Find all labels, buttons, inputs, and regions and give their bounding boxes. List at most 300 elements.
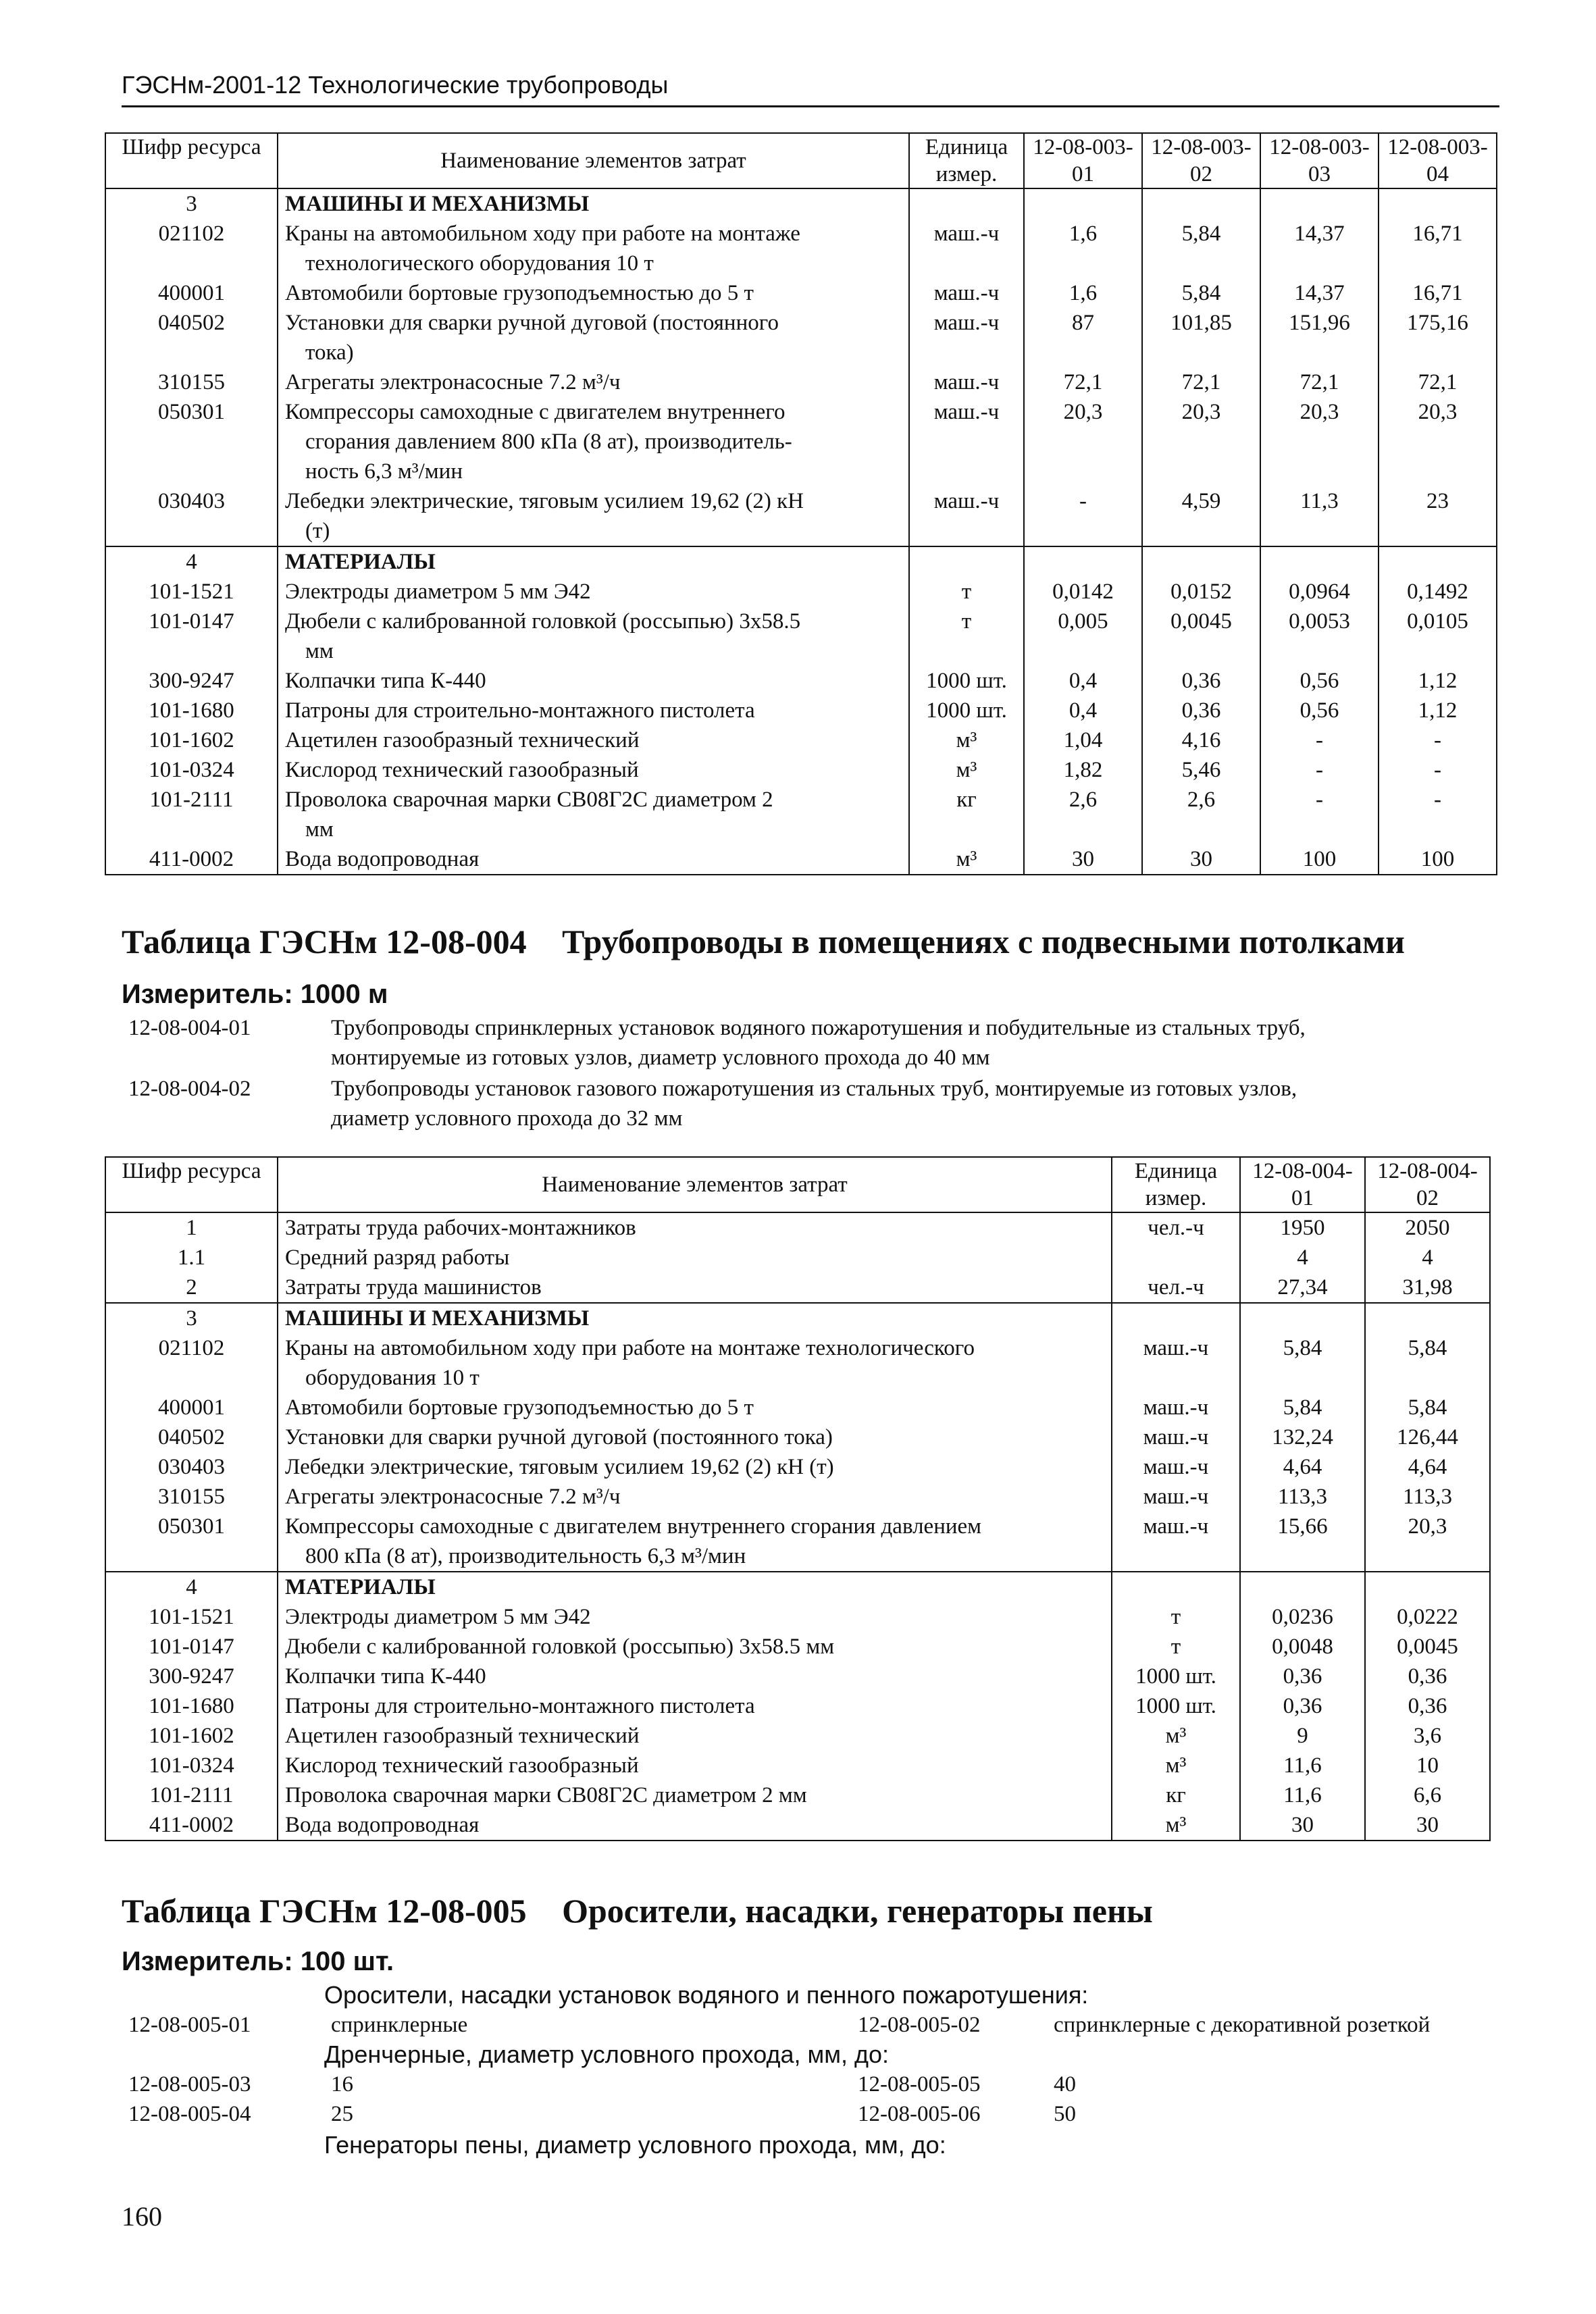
value-cell: - <box>1260 785 1379 844</box>
resource-code: 310155 <box>105 1482 278 1512</box>
resource-name <box>278 755 909 785</box>
value-cell: 31,98 <box>1365 1272 1490 1303</box>
value-cell: 4,59 <box>1142 486 1260 546</box>
value-cell: 27,34 <box>1240 1272 1365 1303</box>
value-cell: 4,64 <box>1365 1452 1490 1482</box>
value-cell: 0,005 <box>1024 607 1142 666</box>
unit-cell: маш.-ч <box>909 397 1024 486</box>
resource-name-line: Лебедки электрические, тяговым усилием 19,62 (2) кН <box>285 489 804 513</box>
unit-cell: маш.-ч <box>1112 1393 1240 1422</box>
unit-cell: маш.-ч <box>909 486 1024 546</box>
value-cell: 0,0152 <box>1142 577 1260 607</box>
value-cell: 72,1 <box>1024 367 1142 397</box>
value-cell: 16,71 <box>1379 278 1497 308</box>
section-title: МАТЕРИАЛЫ <box>278 546 909 577</box>
value-cell: - <box>1260 755 1379 785</box>
value-cell: 132,24 <box>1240 1422 1365 1452</box>
value-cell: 1950 <box>1240 1212 1365 1243</box>
variant-code: 12-08-005-04 <box>128 2102 251 2126</box>
resource-name-continuation: технологического оборудования 10 т <box>305 251 654 276</box>
resource-code: 030403 <box>105 1452 278 1482</box>
value-cell: 5,84 <box>1142 278 1260 308</box>
resource-name-line: Компрессоры самоходные с двигателем внутреннего сгорания давлением <box>285 1514 982 1539</box>
table-row <box>105 1333 1490 1393</box>
resource-code: 021102 <box>105 219 278 278</box>
table-title-12-08-005 <box>122 1891 1153 1930</box>
header-name: Наименование элементов затрат <box>278 133 909 188</box>
value-cell: 23 <box>1379 486 1497 546</box>
group-heading: Дренчерные, диаметр условного прохода, мм, до: <box>324 2040 890 2068</box>
unit-cell: чел.-ч <box>1112 1212 1240 1243</box>
value-cell <box>1365 1572 1490 1602</box>
value-cell: 30 <box>1240 1810 1365 1841</box>
value-cell: 1,04 <box>1024 725 1142 755</box>
group-heading: Генераторы пены, диаметр условного прохода, мм, до: <box>324 2131 946 2159</box>
section-row <box>105 1572 1490 1602</box>
resource-code: 101-2111 <box>105 1780 278 1810</box>
table-row <box>105 1482 1490 1512</box>
value-cell: 11,6 <box>1240 1780 1365 1810</box>
table-header-row <box>105 1157 1490 1212</box>
resource-name: Средний разряд работы <box>278 1243 1112 1272</box>
resource-name-line: Агрегаты электронасосные 7.2 м³/ч <box>285 1485 621 1509</box>
resource-code: 101-0147 <box>105 607 278 666</box>
measure-unit: Измеритель: 1000 м <box>122 979 388 1009</box>
header-col: 12-08-003-02 <box>1142 133 1260 188</box>
value-cell <box>1024 546 1142 577</box>
resource-name <box>278 577 909 607</box>
value-cell: 87 <box>1024 308 1142 367</box>
unit-cell: т <box>1112 1632 1240 1662</box>
value-cell: 1,12 <box>1379 666 1497 696</box>
resource-code: 050301 <box>105 397 278 486</box>
unit-cell: маш.-ч <box>1112 1512 1240 1572</box>
value-cell: 11,3 <box>1260 486 1379 546</box>
variant-description: 16 <box>331 2072 353 2097</box>
resource-name-continuation: ность 6,3 м³/мин <box>305 459 463 484</box>
resource-code: 101-0147 <box>105 1632 278 1662</box>
unit-cell: т <box>909 607 1024 666</box>
table-row <box>105 1691 1490 1721</box>
value-cell <box>1260 546 1379 577</box>
value-cell: 4,64 <box>1240 1452 1365 1482</box>
resource-name-line: Патроны для строительно-монтажного пистолета <box>285 1694 755 1718</box>
table-row <box>105 666 1497 696</box>
resource-name <box>278 696 909 725</box>
value-cell: 0,1492 <box>1379 577 1497 607</box>
resource-name <box>278 1751 1112 1780</box>
resource-code: 2 <box>105 1272 278 1303</box>
resource-code: 030403 <box>105 486 278 546</box>
value-cell: 3,6 <box>1365 1721 1490 1751</box>
resource-name <box>278 1512 1112 1572</box>
value-cell: 100 <box>1379 844 1497 875</box>
resource-name-line: Электроды диаметром 5 мм Э42 <box>285 1605 591 1629</box>
resource-name <box>278 367 909 397</box>
header-col: 12-08-003-04 <box>1379 133 1497 188</box>
value-cell: 0,56 <box>1260 666 1379 696</box>
value-cell: 0,0142 <box>1024 577 1142 607</box>
value-cell: 5,84 <box>1240 1393 1365 1422</box>
value-cell: 20,3 <box>1024 397 1142 486</box>
resource-name-line: Краны на автомобильном ходу при работе на монтаже технологического <box>285 1336 975 1360</box>
table-row <box>105 1751 1490 1780</box>
resource-name <box>278 1691 1112 1721</box>
measure-unit: Измеритель: 100 шт. <box>122 1947 394 1976</box>
resource-name-line: Ацетилен газообразный технический <box>285 1724 640 1748</box>
resource-code: 101-0324 <box>105 755 278 785</box>
unit-cell: 1000 шт. <box>909 666 1024 696</box>
resource-name <box>278 1780 1112 1810</box>
resource-name <box>278 607 909 666</box>
unit-cell: маш.-ч <box>909 219 1024 278</box>
value-cell: 0,36 <box>1365 1662 1490 1691</box>
value-cell: 0,36 <box>1365 1691 1490 1721</box>
resource-name-continuation: сгорания давлением 800 кПа (8 ат), производитель- <box>305 430 792 454</box>
resource-code: 400001 <box>105 1393 278 1422</box>
unit-cell: маш.-ч <box>1112 1452 1240 1482</box>
value-cell: 0,36 <box>1240 1691 1365 1721</box>
resource-name-line: Автомобили бортовые грузоподъемностью до 5 т <box>285 281 754 305</box>
resource-name <box>278 666 909 696</box>
value-cell: 126,44 <box>1365 1422 1490 1452</box>
unit-cell: кг <box>1112 1780 1240 1810</box>
value-cell <box>1365 1303 1490 1333</box>
table-row <box>105 755 1497 785</box>
table-row <box>105 1721 1490 1751</box>
unit-cell: маш.-ч <box>909 308 1024 367</box>
page-number: 160 <box>122 2201 162 2232</box>
header-name: Наименование элементов затрат <box>278 1157 1112 1212</box>
variant-description: 40 <box>1054 2072 1076 2097</box>
unit-cell: м³ <box>909 725 1024 755</box>
table-title-12-08-004 <box>122 922 1405 961</box>
header-col: 12-08-003-01 <box>1024 133 1142 188</box>
value-cell <box>1240 1303 1365 1333</box>
value-cell: - <box>1379 725 1497 755</box>
resource-code: 101-2111 <box>105 785 278 844</box>
unit-cell <box>909 188 1024 219</box>
value-cell <box>1142 188 1260 219</box>
unit-cell: т <box>1112 1602 1240 1632</box>
unit-cell <box>1112 1572 1240 1602</box>
variant-description: Трубопроводы установок газового пожаротушения из стальных труб, монтируемые из готовых узлов, диаметр условного прохода до 32 мм <box>331 1077 1297 1131</box>
value-cell: 72,1 <box>1379 367 1497 397</box>
table-row <box>105 1393 1490 1422</box>
table-row <box>105 308 1497 367</box>
variant-code: 12-08-005-01 <box>128 2013 251 2037</box>
variant-row <box>128 2010 1587 2040</box>
resource-name-line: Дюбели с калиброванной головкой (россыпью) 3x58.5 <box>285 609 801 634</box>
value-cell: 0,0105 <box>1379 607 1497 666</box>
value-cell: 20,3 <box>1260 397 1379 486</box>
value-cell: - <box>1379 785 1497 844</box>
value-cell: 1,12 <box>1379 696 1497 725</box>
resource-name <box>278 1482 1112 1512</box>
variant-code: 12-08-005-03 <box>128 2072 251 2097</box>
value-cell <box>1379 546 1497 577</box>
variant-row <box>128 2099 1587 2129</box>
resource-code: 040502 <box>105 308 278 367</box>
resource-code: 310155 <box>105 367 278 397</box>
unit-cell: маш.-ч <box>1112 1422 1240 1452</box>
resource-name <box>278 725 909 755</box>
resource-name: Затраты труда машинистов <box>278 1272 1112 1303</box>
unit-cell: чел.-ч <box>1112 1272 1240 1303</box>
table-row <box>105 486 1497 546</box>
resource-name-line: Колпачки типа К-440 <box>285 1664 486 1689</box>
value-cell: 175,16 <box>1379 308 1497 367</box>
unit-cell: т <box>909 577 1024 607</box>
value-cell: 20,3 <box>1365 1512 1490 1572</box>
value-cell: 0,0964 <box>1260 577 1379 607</box>
value-cell: 5,84 <box>1365 1333 1490 1393</box>
resource-name <box>278 1721 1112 1751</box>
table-caption: Трубопроводы в помещениях с подвесными потолками <box>562 923 1405 960</box>
header-col: 12-08-004-01 <box>1240 1157 1365 1212</box>
table-row <box>105 1810 1490 1841</box>
unit-cell: маш.-ч <box>909 367 1024 397</box>
value-cell: 16,71 <box>1379 219 1497 278</box>
variant-code: 12-08-005-02 <box>858 2013 981 2037</box>
resource-name-continuation: (т) <box>305 519 330 543</box>
variant-description: Трубопроводы спринклерных установок водяного пожаротушения и побудительные из стальных труб, монтируемые из готовых узлов, диаметр условного прохода до 40 мм <box>331 1016 1306 1070</box>
table-row <box>105 367 1497 397</box>
value-cell: 0,0045 <box>1142 607 1260 666</box>
table-row <box>105 725 1497 755</box>
resource-code: 411-0002 <box>105 1810 278 1841</box>
variant-item <box>128 1074 1587 1135</box>
value-cell: 30 <box>1024 844 1142 875</box>
variant-code: 12-08-004-02 <box>128 1077 251 1101</box>
resource-name <box>278 844 909 875</box>
table-row <box>105 397 1497 486</box>
cost-table-12-08-004 <box>105 1156 1491 1841</box>
section-title: МАТЕРИАЛЫ <box>278 1572 1112 1602</box>
value-cell: 30 <box>1365 1810 1490 1841</box>
resource-name-line: Кислород технический газообразный <box>285 758 639 782</box>
table-row <box>105 1422 1490 1452</box>
value-cell: 2050 <box>1365 1212 1490 1243</box>
value-cell: 0,36 <box>1240 1662 1365 1691</box>
value-cell: 0,36 <box>1142 696 1260 725</box>
resource-name-line: Дюбели с калиброванной головкой (россыпью) 3x58.5 мм <box>285 1635 835 1659</box>
table-row <box>105 696 1497 725</box>
resource-code: 101-1602 <box>105 1721 278 1751</box>
value-cell: 1,6 <box>1024 278 1142 308</box>
resource-name-line: Проволока сварочная марки СВ08Г2С диаметром 2 мм <box>285 1783 807 1807</box>
table-row <box>105 1452 1490 1482</box>
value-cell: 0,0045 <box>1365 1632 1490 1662</box>
value-cell: 0,0236 <box>1240 1602 1365 1632</box>
value-cell: 30 <box>1142 844 1260 875</box>
header-rule <box>122 105 1499 107</box>
value-cell: 20,3 <box>1142 397 1260 486</box>
header-code: Шифр ресурса <box>105 133 278 188</box>
unit-cell: 1000 шт. <box>909 696 1024 725</box>
table-row <box>105 1780 1490 1810</box>
value-cell: 1,6 <box>1024 219 1142 278</box>
section-title: МАШИНЫ И МЕХАНИЗМЫ <box>278 188 909 219</box>
value-cell: 11,6 <box>1240 1751 1365 1780</box>
table-header-row <box>105 133 1497 188</box>
value-cell: 0,0048 <box>1240 1632 1365 1662</box>
unit-cell: м³ <box>1112 1721 1240 1751</box>
resource-code: 101-1680 <box>105 1691 278 1721</box>
table-row <box>105 1662 1490 1691</box>
resource-name-line: Вода водопроводная <box>285 847 480 871</box>
table-row <box>105 1272 1490 1303</box>
resource-code: 101-1680 <box>105 696 278 725</box>
unit-cell: маш.-ч <box>1112 1482 1240 1512</box>
resource-name-line: Кислород технический газообразный <box>285 1753 639 1778</box>
table-body <box>105 188 1497 875</box>
resource-name-line: Электроды диаметром 5 мм Э42 <box>285 580 591 604</box>
unit-cell: м³ <box>909 844 1024 875</box>
resource-name <box>278 1393 1112 1422</box>
value-cell: 113,3 <box>1365 1482 1490 1512</box>
unit-cell <box>1112 1243 1240 1272</box>
resource-name <box>278 397 909 486</box>
value-cell <box>1024 188 1142 219</box>
unit-cell: 1000 шт. <box>1112 1691 1240 1721</box>
table-body <box>105 1212 1490 1841</box>
value-cell: 1,82 <box>1024 755 1142 785</box>
value-cell: 5,84 <box>1240 1333 1365 1393</box>
value-cell: 5,46 <box>1142 755 1260 785</box>
value-cell: 5,84 <box>1142 219 1260 278</box>
resource-name-continuation: мм <box>305 817 334 842</box>
resource-code: 101-1602 <box>105 725 278 755</box>
variant-row <box>128 2069 1587 2099</box>
resource-name-line: Агрегаты электронасосные 7.2 м³/ч <box>285 370 621 394</box>
variant-description: спринклерные <box>331 2013 468 2037</box>
variant-code: 12-08-004-01 <box>128 1016 251 1040</box>
table-row <box>105 785 1497 844</box>
value-cell: - <box>1379 755 1497 785</box>
resource-code: 101-0324 <box>105 1751 278 1780</box>
section-code: 4 <box>105 546 278 577</box>
header-code: Шифр ресурса <box>105 1157 278 1212</box>
table-code: Таблица ГЭСНм 12-08-004 <box>122 923 527 960</box>
header-unit: Единица измер. <box>909 133 1024 188</box>
unit-cell: м³ <box>1112 1751 1240 1780</box>
resource-name-continuation: мм <box>305 639 334 663</box>
unit-cell: кг <box>909 785 1024 844</box>
resource-code: 040502 <box>105 1422 278 1452</box>
table-caption: Оросители, насадки, генераторы пены <box>562 1892 1153 1930</box>
value-cell: - <box>1024 486 1142 546</box>
resource-name-line: Ацетилен газообразный технический <box>285 728 640 752</box>
variant-code: 12-08-005-06 <box>858 2102 981 2126</box>
resource-name-line: Лебедки электрические, тяговым усилием 19,62 (2) кН (т) <box>285 1455 834 1479</box>
resource-name-continuation: тока) <box>305 340 354 365</box>
table-row <box>105 577 1497 607</box>
variant-description: 50 <box>1054 2102 1076 2126</box>
value-cell: 10 <box>1365 1751 1490 1780</box>
resource-code: 021102 <box>105 1333 278 1393</box>
table-row <box>105 219 1497 278</box>
resource-code: 300-9247 <box>105 666 278 696</box>
unit-cell: м³ <box>1112 1810 1240 1841</box>
value-cell: 113,3 <box>1240 1482 1365 1512</box>
unit-cell: маш.-ч <box>1112 1333 1240 1393</box>
section-title: МАШИНЫ И МЕХАНИЗМЫ <box>278 1303 1112 1333</box>
value-cell: 6,6 <box>1365 1780 1490 1810</box>
resource-name <box>278 308 909 367</box>
variant-description: спринклерные с декоративной розеткой <box>1054 2013 1431 2037</box>
section-code: 3 <box>105 188 278 219</box>
value-cell: 151,96 <box>1260 308 1379 367</box>
value-cell: 0,0222 <box>1365 1602 1490 1632</box>
table-row <box>105 1632 1490 1662</box>
header-unit: Единица измер. <box>1112 1157 1240 1212</box>
value-cell: 0,36 <box>1142 666 1260 696</box>
variant-item <box>128 1013 1587 1074</box>
resource-name-continuation: 800 кПа (8 ат), производительность 6,3 м³/мин <box>305 1544 746 1568</box>
resource-code: 101-1521 <box>105 1602 278 1632</box>
value-cell <box>1379 188 1497 219</box>
resource-code: 411-0002 <box>105 844 278 875</box>
table-row <box>105 1512 1490 1572</box>
resource-name <box>278 1422 1112 1452</box>
cost-table-12-08-003 <box>105 132 1497 875</box>
resource-name: Затраты труда рабочих-монтажников <box>278 1212 1112 1243</box>
resource-name <box>278 486 909 546</box>
header-col: 12-08-004-02 <box>1365 1157 1490 1212</box>
value-cell: 0,4 <box>1024 666 1142 696</box>
resource-name-line: Вода водопроводная <box>285 1813 480 1837</box>
resource-name <box>278 785 909 844</box>
value-cell: 0,56 <box>1260 696 1379 725</box>
value-cell: 4 <box>1240 1243 1365 1272</box>
resource-name-line: Патроны для строительно-монтажного пистолета <box>285 698 755 723</box>
table-row <box>105 1212 1490 1243</box>
resource-name <box>278 1810 1112 1841</box>
value-cell: 14,37 <box>1260 219 1379 278</box>
value-cell: 0,0053 <box>1260 607 1379 666</box>
resource-name <box>278 219 909 278</box>
resource-name <box>278 1632 1112 1662</box>
table-row <box>105 278 1497 308</box>
value-cell: 101,85 <box>1142 308 1260 367</box>
resource-name <box>278 1602 1112 1632</box>
table-code: Таблица ГЭСНм 12-08-005 <box>122 1892 527 1930</box>
value-cell: 0,4 <box>1024 696 1142 725</box>
table-row <box>105 1243 1490 1272</box>
value-cell: 14,37 <box>1260 278 1379 308</box>
resource-name-line: Установки для сварки ручной дуговой (постоянного тока) <box>285 1425 833 1449</box>
running-header: ГЭСНм-2001-12 Технологические трубопроводы <box>122 71 669 99</box>
value-cell: 9 <box>1240 1721 1365 1751</box>
resource-name <box>278 278 909 308</box>
resource-name-line: Автомобили бортовые грузоподъемностью до 5 т <box>285 1395 754 1420</box>
value-cell: 72,1 <box>1142 367 1260 397</box>
resource-name <box>278 1452 1112 1482</box>
section-row <box>105 546 1497 577</box>
resource-code: 050301 <box>105 1512 278 1572</box>
section-code: 4 <box>105 1572 278 1602</box>
resource-name-line: Краны на автомобильном ходу при работе на монтаже <box>285 222 800 246</box>
resource-name <box>278 1333 1112 1393</box>
value-cell: 2,6 <box>1024 785 1142 844</box>
value-cell: 5,84 <box>1365 1393 1490 1422</box>
value-cell <box>1260 188 1379 219</box>
resource-name-line: Проволока сварочная марки СВ08Г2С диаметром 2 <box>285 788 773 812</box>
value-cell <box>1142 546 1260 577</box>
value-cell: 15,66 <box>1240 1512 1365 1572</box>
value-cell: 4,16 <box>1142 725 1260 755</box>
